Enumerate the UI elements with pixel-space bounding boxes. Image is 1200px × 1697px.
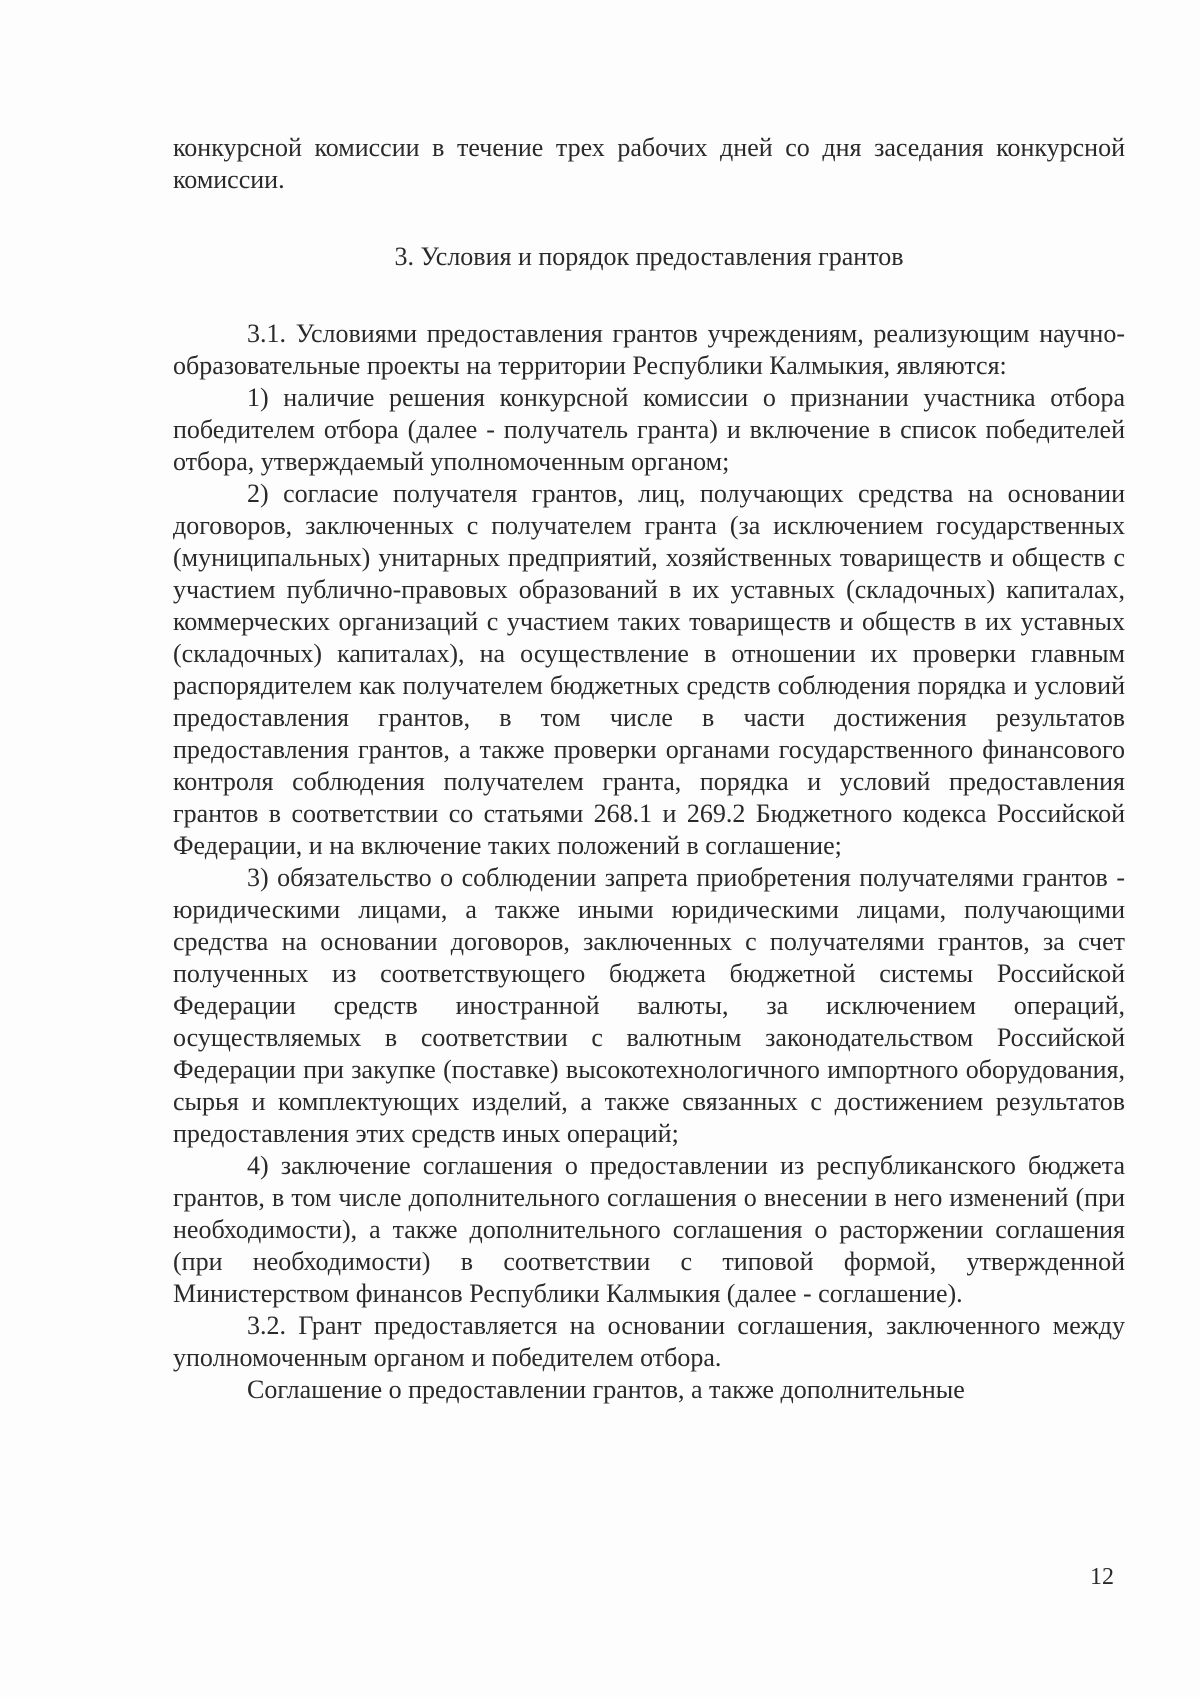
paragraph-item-3: 3) обязательство о соблюдении запрета приобретения получателями грантов - юридическими лицами, а также иными юридическими лицами, получающими средства на основании договоров, заключенных с получателями грантов, за счет полученных из соответствующего бюджета бюджетной системы Российской Федерации средств иностранной валюты, за исключением операций, осуществляемых в соответствии с валютным законодательством Российской Федерации при закупке (поставке) высокотехнологичного импортного оборудования, сырья и комплектующих изделий, а также связанных с достижением результатов предоставления этих средств иных операций; — [173, 863, 1125, 1148]
paragraph-agreement: Соглашение о предоставлении грантов, а также дополнительные — [247, 1375, 965, 1404]
page-number: 12 — [1090, 1564, 1114, 1590]
paragraph-3-1: 3.1. Условиями предоставления грантов учреждениям, реализующим научно-образовательные проекты на территории Республики Калмыкия, являются: — [173, 319, 1125, 380]
paragraph-item-2: 2) согласие получателя грантов, лиц, получающих средства на основании договоров, заключенных с получателем гранта (за исключением государственных (муниципальных) унитарных предприятий, хозяйственных товариществ и обществ с участием публично-правовых образований в их уставных (складочных) капиталах, коммерческих организаций с участием таких товариществ и обществ в их уставных (складочных) капиталах), на осуществление в отношении их проверки главным распорядителем как получателем бюджетных средств соблюдения порядка и условий предоставления грантов, в том числе в части достижения результатов предоставления грантов, а также проверки органами государственного финансового контроля соблюдения получателем гранта, порядка и условий предоставления грантов в соответствии со статьями 268.1 и 269.2 Бюджетного кодекса Российской Федерации, и на включение таких положений в соглашение; — [173, 479, 1125, 860]
paragraph-3-2: 3.2. Грант предоставляется на основании соглашения, заключенного между уполномоченным органом и победителем отбора. — [173, 1311, 1125, 1372]
intro-paragraph: конкурсной комиссии в течение трех рабочих дней со дня заседания конкурсной комиссии. — [173, 133, 1125, 194]
document-body — [173, 132, 1125, 1406]
paragraph-item-1: 1) наличие решения конкурсной комиссии о признании участника отбора победителем отбора (далее - получатель гранта) и включение в список победителей отбора, утверждаемый уполномоченным органом; — [173, 383, 1125, 476]
section-heading: 3. Условия и порядок предоставления грантов — [394, 242, 904, 271]
paragraph-item-4: 4) заключение соглашения о предоставлении из республиканского бюджета грантов, в том числе дополнительного соглашения о внесении в него изменений (при необходимости), а также дополнительного соглашения о расторжении соглашения (при необходимости) в соответствии с типовой формой, утвержденной Министерством финансов Республики Калмыкия (далее - соглашение). — [173, 1151, 1125, 1308]
